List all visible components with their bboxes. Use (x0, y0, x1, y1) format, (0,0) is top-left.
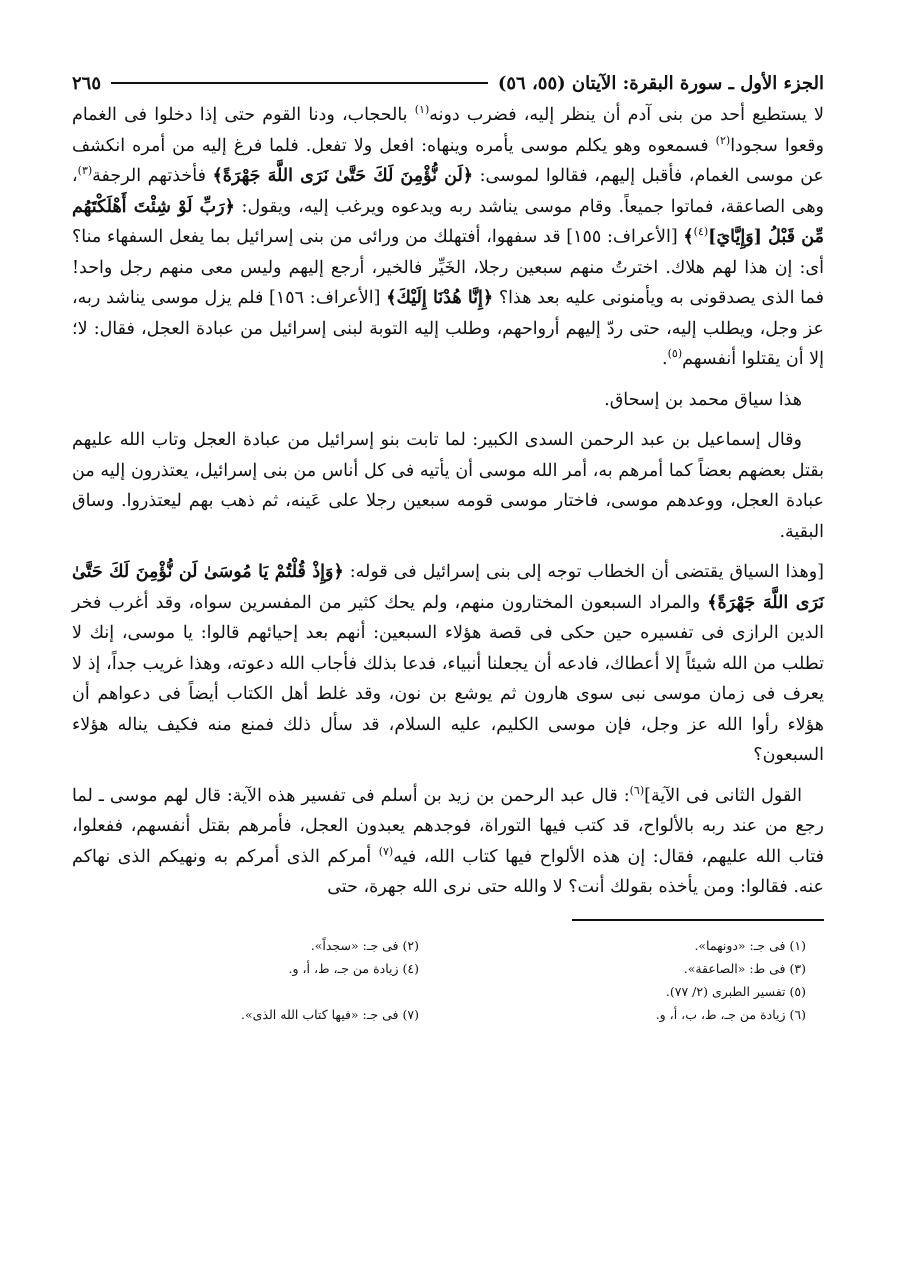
footnote-4: (٤) زيادة من جـ، ط، أ، و. (288, 960, 419, 976)
footnote-ref: (١) (414, 103, 430, 117)
main-text (72, 100, 824, 903)
quran-quote: ﴿لَن نُّؤْمِنَ لَكَ حَتَّىٰ نَرَى اللَّهَ جَهْرَةً﴾ (212, 166, 474, 186)
footnote-ref: (٣) (77, 164, 93, 178)
footnote-ref: (٤) (693, 225, 709, 239)
footnote-ref: (٥) (667, 347, 683, 361)
paragraph-2: هذا سياق محمد بن إسحاق. (604, 389, 802, 410)
paragraph-4 (72, 557, 824, 771)
footnote-1: (١) فى جـ: «دونهما». (694, 937, 806, 953)
text-run: أمركم الذى أمركم به ونهيكم الذى نهاكم عنه. فقالوا: ومن يأخذه بقولك أنت؟ لا والله حتى نرى الله جهرة، حتى (72, 846, 824, 897)
header-rule (111, 82, 488, 84)
header-title: الجزء الأول ـ سورة البقرة: الآيتان (٥٥، ٥٦) (497, 72, 824, 94)
footnote-2: (٢) فى جـ: «سجداً». (310, 937, 419, 953)
footnote-ref: (٦) (629, 783, 645, 797)
text-run: [الأعراف: ١٥٦] فلم يزل موسى يناشد ربه، عز وجل، ويطلب إليه، حتى ردّ إليهم أرواحهم، وطلب إليه التوبة لبنى إسرائيل من عبادة العجل، فقال: لا؛ إلا أن يقتلوا أنفسهم (72, 288, 824, 369)
footnote-5: (٥) تفسير الطبرى (٢/ ٧٧). (665, 983, 806, 999)
footnote-ref: (٧) (378, 844, 394, 858)
footnote-ref: (٢) (715, 133, 731, 147)
quran-quote: ﴿إِنَّا هُدْنَا إِلَيْكَ﴾ (386, 288, 494, 308)
text-run: والمراد السبعون المختارون منهم، ولم يحك كثير من المفسرين سواه، وقد أغرب فخر الدين الرازى فى تفسيره حين حكى فى قصة هؤلاء السبعين: أنهم بعد إحيائهم قالوا: يا موسى، إنك لا تطلب من الله شيئاً إلا أعطاك، فادعه أن يجعلنا أنبياء، فدعا بذلك فأجاب الله دعوته، وهذا غريب جداً، إذ لا يعرف فى زمان موسى نبى سوى هارون ثم يوشع بن نون، وقد غلط أهل الكتاب أيضاً فى دعواهم أن هؤلاء رأوا الله عز وجل، فإن موسى الكليم، عليه السلام، قد سأل ذلك فمنع منه فكيف يناله هؤلاء السبعون؟ (72, 592, 824, 765)
text-run: فسمعوه وهو يكلم موسى يأمره وينهاه: افعل ولا تفعل. فلما فرغ إليه من أمره انكشف عن موسى الغمام، فأقبل إليهم، فقالوا لموسى: (72, 135, 824, 186)
book-page (72, 66, 824, 1025)
paragraph-3: وقال إسماعيل بن عبد الرحمن السدى الكبير: لما تابت بنو إسرائيل من عبادة العجل وتاب الله عليهم بقتل بعضهم بعضاً كما أمرهم به، أمر الله موسى أن يأتيه فى كل أناس من بنى إسرائيل، يعتذرون إليه من عبادة العجل، ووعدهم موسى، فاختار موسى قومه سبعين رجلا على عَينه، ثم ذهب بهم ليعتذروا. وساق البقية. (72, 430, 824, 542)
text-run: ، وهى الصاعقة، فماتوا جميعاً. وقام موسى يناشد ربه ويدعوه ويرغب إليه، ويقول: (72, 166, 825, 217)
quran-quote: ﴿وَإِذْ قُلْتُمْ يَا مُوسَىٰ لَن نُّؤْمِنَ لَكَ حَتَّىٰ نَرَى اللَّهَ جَهْرَةً﴾ (72, 562, 824, 613)
paragraph-1 (72, 100, 824, 375)
page-number: ٢٦٥ (72, 72, 102, 94)
text-run: : قال عبد الرحمن بن زيد بن أسلم فى تفسير هذه الآية: قال لهم موسى ـ لما رجع من عند ربه بالألواح، قد كتب فيها التوراة، فوجدهم يعبدون العجل، فأمرهم بقتل أنفسهم، ففعلوا، فتاب الله عليهم، فقال: إن هذه الألواح فيها كتاب الله، فيه (72, 785, 824, 867)
text-run: بالحجاب، ودنا القوم حتى إذا دخلوا فى الغمام وقعوا سجودا (72, 105, 825, 156)
text-run: [وهذا السياق يقتضى أن الخطاب توجه إلى بنى إسرائيل فى قوله: (343, 562, 824, 582)
footnote-6: (٦) زيادة من جـ، ط، ب، أ، و. (655, 1006, 806, 1022)
footnote-empty (72, 981, 419, 1002)
text-run: القول الثانى فى الآية] (644, 785, 802, 806)
text-run: فأخذتهم الرجفة (92, 166, 213, 186)
footnote-rule (572, 919, 824, 921)
text-run: [الأعراف: ١٥٥] قد سفهوا، أفتهلك من ورائى من بنى إسرائيل بما يفعل السفهاء منا؟ أى: إن هذا لهم هلاك. اخترتُ منهم سبعين رجلا، الخَيِّر فالخير، أرجع إليهم وليس معى منهم رجل واحد! فما الذى يصدقونى به ويأمنونى عليه بعد هذا؟ (72, 227, 824, 308)
running-header (72, 66, 824, 100)
paragraph-5 (72, 781, 824, 903)
quran-bracket: ﴾ (683, 227, 694, 247)
footnotes (72, 935, 824, 1025)
text-run: لا يستطيع أحد من بنى آدم أن ينظر إليه، فضرب دونه (429, 105, 824, 125)
quran-quote: ﴿رَبِّ لَوْ شِئْتَ أَهْلَكْتَهُم مِّن قَبْلُ [وَإِيَّايَ] (72, 196, 824, 247)
text-run: . (662, 349, 668, 369)
footnote-7: (٧) فى جـ: «فيها كتاب الله الذى». (241, 1006, 419, 1022)
footnote-3: (٣) فى ط: «الصاعقة». (683, 960, 806, 976)
